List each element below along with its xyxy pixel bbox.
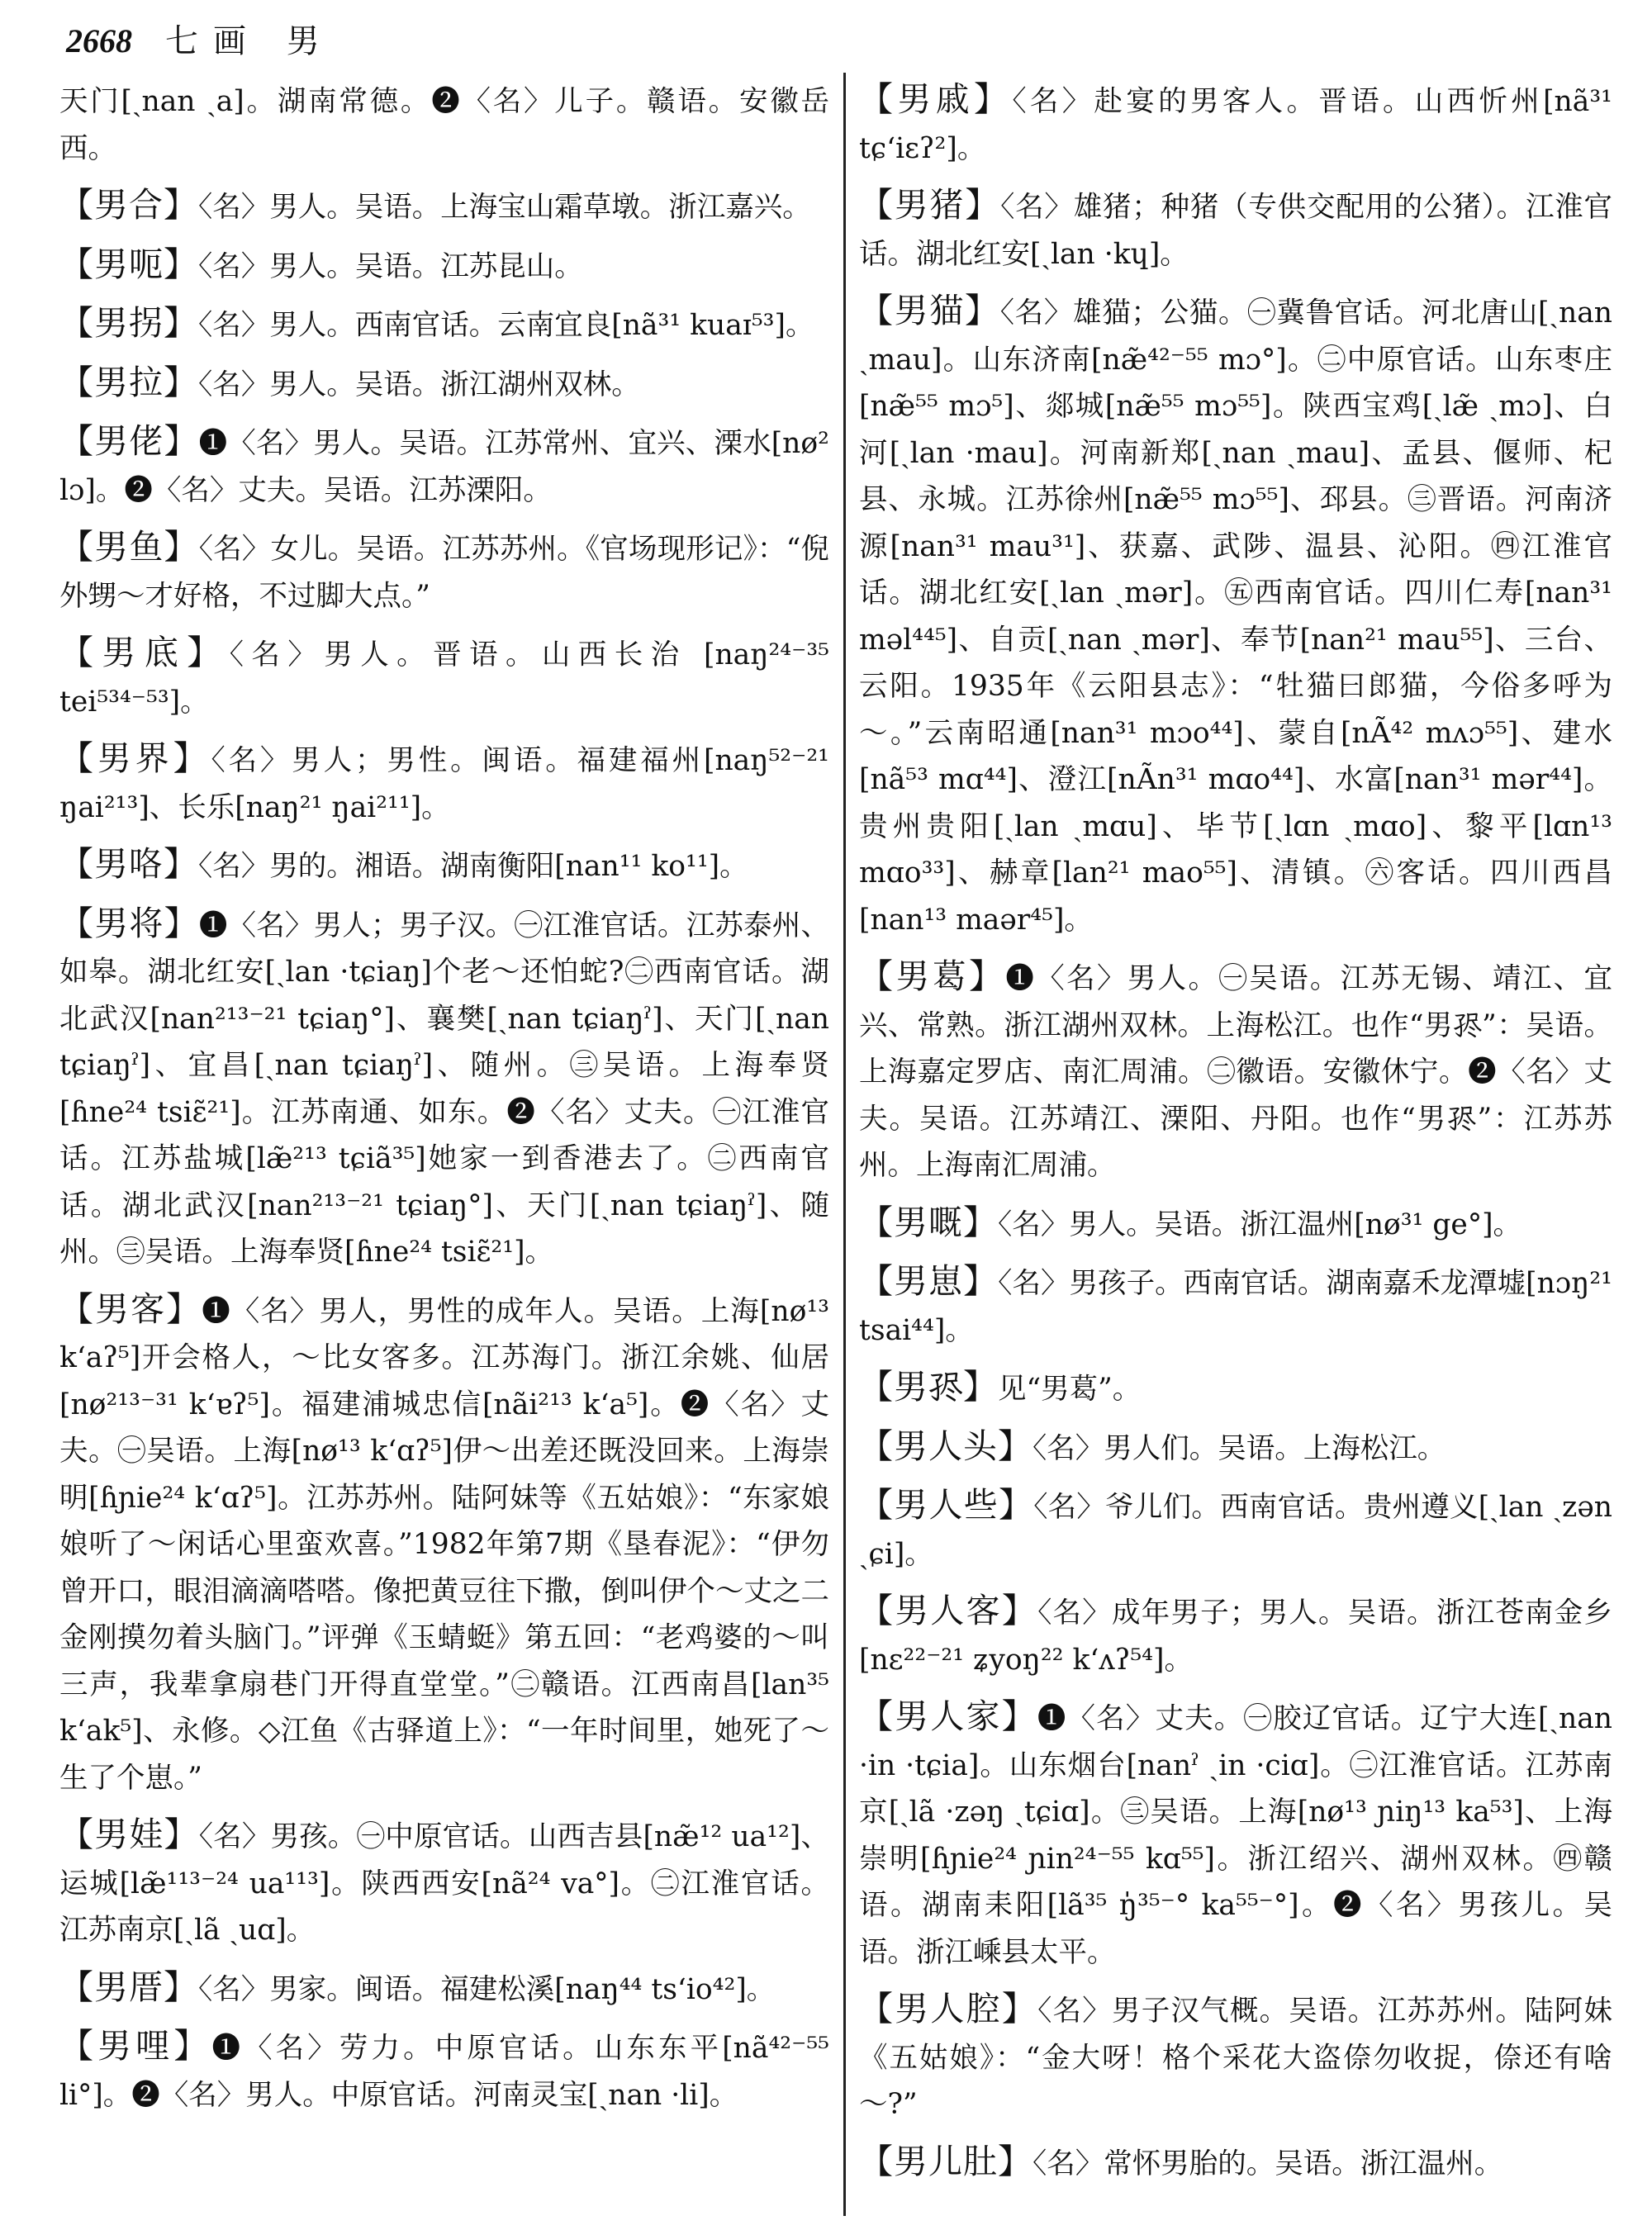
dictionary-entry bbox=[859, 1693, 1612, 1976]
entry-definition: ❶〈名〉男人。吴语。江苏常州、宜兴、溧水[nø² lɔ]。❷〈名〉丈夫。吴语。江苏溧阳。 bbox=[59, 427, 829, 507]
entry-headword: 【男呃】 bbox=[59, 244, 198, 284]
entry-definition: 〈名〉女儿。吴语。江苏苏州。《官场现形记》：“倪外甥～才好格，不过脚大点。” bbox=[59, 533, 829, 613]
entry-headword: 【男娃】 bbox=[59, 1815, 199, 1854]
entry-definition: 〈名〉男孩。㊀中原官话。山西吉县[næ̃¹² ua¹²]、运城[læ̃¹¹³⁻²⁴ ua¹¹³]。陕西西安[nã²⁴ va°]。㊁江淮官话。江苏南京[ˏlã ˏuɑ]。 bbox=[59, 1820, 829, 1947]
right-column bbox=[859, 76, 1612, 2215]
dictionary-entry bbox=[59, 241, 829, 291]
entry-headword: 【男厝】 bbox=[59, 1967, 198, 2007]
entry-headword: 【男合】 bbox=[59, 185, 198, 225]
entry-headword: 【男儿肚】 bbox=[859, 2141, 1032, 2181]
entry-definition: ❶〈名〉劳力。中原官话。山东东平[nã⁴²⁻⁵⁵ li°]。❷〈名〉男人。中原官话。河南灵宝[ˏnan ·li]。 bbox=[59, 2032, 829, 2112]
entry-definition: 〈名〉男孩子。西南官话。湖南嘉禾龙潭墟[nɔŋ²¹ tsai⁴⁴]。 bbox=[859, 1267, 1612, 1347]
entry-headword: 【男人头】 bbox=[859, 1426, 1032, 1466]
dictionary-entry bbox=[859, 287, 1612, 943]
dictionary-entry bbox=[859, 182, 1612, 278]
entry-definition: 〈名〉男家。闽语。福建松溪[naŋ⁴⁴ ts‘io⁴²]。 bbox=[198, 1972, 776, 2006]
entry-definition: 天门[ˏnan ˏa]。湖南常德。❷〈名〉儿子。赣语。安徽岳西。 bbox=[59, 85, 829, 165]
entry-headword: 【男人些】 bbox=[859, 1485, 1034, 1525]
entry-headword: 【男拉】 bbox=[59, 362, 198, 402]
dictionary-entry bbox=[859, 1199, 1612, 1249]
entry-definition: ❶〈名〉丈夫。㊀胶辽官话。辽宁大连[ˏnan ·in ·tɕia]。山东烟台[nanˀ ˏin ·ciɑ]。㊁江淮官话。江苏南京[ˏlã ·zəŋ ˏtɕiɑ]。㊂吴语。上海[nø¹³ ɲiŋ¹³ ka⁵³]、上海崇明[ɦɲie²⁴ ɲin²⁴⁻⁵⁵ kɑ⁵⁵]。浙江绍兴、湖州双林。㊃赣语。湖南耒阳[lã³⁵ ŋ̍³⁵⁻° ka⁵⁵⁻°]。❷〈名〉男孩儿。吴语。浙江嵊县太平。 bbox=[859, 1702, 1612, 1969]
entry-headword: 【男人家】 bbox=[859, 1696, 1037, 1736]
entry-headword: 【男猪】 bbox=[859, 185, 1001, 225]
entry-definition: 〈名〉男子汉气概。吴语。江苏苏州。陆阿妹《五姑娘》：“金大呀！格个采花大盗倷勿收捉，倷还有啥～?” bbox=[859, 1995, 1612, 2121]
entry-definition: 〈名〉男的。湘语。湖南衡阳[nan¹¹ ko¹¹]。 bbox=[198, 850, 748, 883]
entry-headword: 【男哩】 bbox=[59, 2026, 212, 2066]
dictionary-entry bbox=[59, 629, 829, 725]
page-header bbox=[66, 15, 1602, 64]
entry-definition: 〈名〉雄猪；种猪（专供交配用的公猪）。江淮官话。湖北红安[ˏlan ·kɥ]。 bbox=[859, 191, 1612, 271]
left-column bbox=[59, 76, 829, 2215]
running-head: 七画 男 bbox=[165, 22, 335, 60]
dictionary-entry bbox=[59, 1286, 829, 1802]
dictionary-entry bbox=[59, 359, 829, 409]
entry-definition: 〈名〉雄猫；公猫。㊀冀鲁官话。河北唐山[ˏnan ˏmau]。山东济南[næ̃⁴²⁻⁵⁵ mɔ°]。㊁中原官话。山东枣庄[næ̃⁵⁵ mɔ⁵]、郯城[næ̃⁵⁵ mɔ⁵⁵]。陕西宝鸡[ˏlæ̃ ˏmɔ]、白河[ˏlan ·mau]。河南新郑[ˏnan ˏmau]、孟县、偃师、杞县、永城。江苏徐州[næ̃⁵⁵ mɔ⁵⁵]、邳县。㊂晋语。河南济源[nan³¹ mau³¹]、获嘉、武陟、温县、沁阳。㊃江淮官话。湖北红安[ˏlan ˏmər]。㊄西南官话。四川仁寿[nan³¹ məl⁴⁴⁵]、自贡[ˏnan ˏmər]、奉节[nan²¹ mau⁵⁵]、三台、云阳。1935年《云阳县志》：“牡猫曰郎猫，今俗多呼为～。”云南昭通[nan³¹ mɔo⁴⁴]、蒙自[nÃ⁴² mʌɔ⁵⁵]、建水[nã⁵³ mɑ⁴⁴]、澄江[nÃn³¹ mɑo⁴⁴]、水富[nan³¹ mər⁴⁴]。贵州贵阳[ˏlan ˏmɑu]、毕节[ˏlɑn ˏmɑo]、黎平[lɑn¹³ mɑo³³]、赫章[lan²¹ mao⁵⁵]、清镇。㊅客话。四川西昌[nan¹³ maər⁴⁵]。 bbox=[859, 297, 1612, 937]
entry-headword: 【男将】 bbox=[59, 903, 199, 943]
dictionary-entry bbox=[859, 1364, 1612, 1413]
dictionary-entry bbox=[59, 300, 829, 349]
entry-definition: ❶〈名〉男人；男子汉。㊀江淮官话。江苏泰州、如皋。湖北红安[ˏlan ·tɕiaŋ]个老～还怕蛇?㊁西南官话。湖北武汉[nan²¹³⁻²¹ tɕiaŋ°]、襄樊[ˏnan tɕiaŋˀ]、天门[ˏnan tɕiaŋˀ]、宜昌[ˏnan tɕiaŋˀ]、随州。㊂吴语。上海奉贤[ɦne²⁴ tsiɛ̃²¹]。江苏南通、如东。❷〈名〉丈夫。㊀江淮官话。江苏盐城[læ̃²¹³ tɕiã³⁵]她家一到香港去了。㊁西南官话。湖北武汉[nan²¹³⁻²¹ tɕiaŋ°]、天门[ˏnan tɕiaŋˀ]、随州。㊂吴语。上海奉贤[ɦne²⁴ tsiɛ̃²¹]。 bbox=[59, 909, 829, 1269]
entry-headword: 【男嘅】 bbox=[859, 1202, 998, 1242]
entry-definition: 〈名〉男人。吴语。浙江湖州双林。 bbox=[198, 368, 640, 401]
entry-headword: 【男咯】 bbox=[59, 844, 198, 884]
dictionary-entry bbox=[59, 182, 829, 231]
entry-headword: 【男底】 bbox=[59, 633, 230, 672]
dictionary-entry bbox=[59, 418, 829, 514]
column-divider bbox=[843, 73, 846, 2216]
entry-headword: 【男佬】 bbox=[59, 421, 199, 461]
dictionary-entry bbox=[59, 900, 829, 1276]
dictionary-entry bbox=[859, 1587, 1612, 1683]
entry-headword: 【男人客】 bbox=[859, 1591, 1038, 1630]
dictionary-entry bbox=[59, 76, 829, 172]
entry-headword: 【男猫】 bbox=[859, 291, 1000, 330]
entry-definition: ❶〈名〉男人。㊀吴语。江苏无锡、靖江、宜兴、常熟。浙江湖州双林。上海松江。也作“男𡥧”：吴语。上海嘉定罗店、南汇周浦。㊁徽语。安徽休宁。❷〈名〉丈夫。吴语。江苏靖江、溧阳、丹阳。也作“男𡥧”：江苏苏州。上海南汇周浦。 bbox=[859, 962, 1612, 1182]
dictionary-entry bbox=[59, 2023, 829, 2118]
entry-definition: ❶〈名〉男人，男性的成年人。吴语。上海[nø¹³ k‘aʔ⁵]开会格人，～比女客多。江苏海门。浙江余姚、仙居[nø²¹³⁻³¹ k‘ɐʔ⁵]。福建浦城忠信[nãi²¹³ k‘a⁵]。❷〈名〉丈夫。㊀吴语。上海[nø¹³ k‘ɑʔ⁵]伊～出差还既没回来。上海崇明[ɦɲie²⁴ k‘ɑʔ⁵]。江苏苏州。陆阿妹等《五姑娘》：“东家娘娘听了～闲话心里蛮欢喜。”1982年第7期《垦春泥》：“伊勿曾开口，眼泪滴滴嗒嗒。像把黄豆往下撒，倒叫伊个～丈之二金刚摸勿着头脑门。”评弹《玉蜻蜓》第五回：“老鸡婆的～叫三声，我辈拿扇巷门开得直堂堂。”㊁赣语。江西南昌[lan³⁵ k‘ak⁵]、永修。◇江鱼《古驿道上》：“一年时间里，她死了～生了个崽。” bbox=[59, 1294, 829, 1795]
entry-definition: 〈名〉男人。吴语。浙江温州[nø³¹ ge°]。 bbox=[998, 1208, 1522, 1241]
entry-definition: 〈名〉男人。吴语。上海宝山霜草墩。浙江嘉兴。 bbox=[198, 191, 811, 224]
entry-headword: 【男葛】 bbox=[859, 956, 1006, 996]
dictionary-entry bbox=[59, 735, 829, 831]
entry-definition: 〈名〉成年男子；男人。吴语。浙江苍南金乡[nɛ²²⁻²¹ ʑyoŋ²² k‘ʌʔ⁵⁴]。 bbox=[859, 1597, 1612, 1677]
dictionary-entry bbox=[859, 1986, 1612, 2128]
entry-definition: 〈名〉男人们。吴语。上海松江。 bbox=[1032, 1431, 1446, 1465]
dictionary-entry bbox=[859, 1423, 1612, 1473]
entry-headword: 【男界】 bbox=[59, 738, 211, 778]
entry-headword: 【男鱼】 bbox=[59, 527, 199, 567]
dictionary-entry bbox=[859, 2138, 1612, 2188]
dictionary-entry bbox=[59, 1964, 829, 2014]
entry-definition: 〈名〉男人。西南官话。云南宜良[nã³¹ kuaɪ⁵³]。 bbox=[198, 309, 814, 342]
entry-headword: 【男戚】 bbox=[859, 79, 1013, 119]
entry-definition: 〈名〉常怀男胎的。吴语。浙江温州。 bbox=[1032, 2147, 1503, 2180]
dictionary-entry bbox=[59, 1811, 829, 1954]
entry-headword: 【男崽】 bbox=[859, 1261, 999, 1301]
entry-definition: 见“男葛”。 bbox=[998, 1373, 1142, 1406]
entry-headword: 【男客】 bbox=[59, 1288, 202, 1329]
entry-headword: 【男人腔】 bbox=[859, 1989, 1038, 2028]
entry-headword: 【男拐】 bbox=[59, 303, 198, 343]
entry-definition: 〈名〉男人。晋语。山西长治 [naŋ²⁴⁻³⁵ tei⁵³⁴⁻⁵³]。 bbox=[59, 638, 829, 719]
dictionary-entry bbox=[59, 524, 829, 619]
dictionary-entry bbox=[859, 953, 1612, 1189]
dictionary-entry bbox=[859, 1482, 1612, 1578]
entry-headword: 【男𡥧】 bbox=[859, 1367, 998, 1407]
dictionary-entry bbox=[859, 76, 1612, 172]
entry-definition: 〈名〉男人；男性。闽语。福建福州[naŋ⁵²⁻²¹ ŋai²¹³]、长乐[naŋ²¹ ŋai²¹¹]。 bbox=[59, 744, 829, 824]
page-number: 2668 bbox=[66, 22, 132, 59]
entry-definition: 〈名〉爷儿们。西南官话。贵州遵义[ˏlan ˏzən ˏɕi]。 bbox=[859, 1491, 1612, 1571]
entry-definition: 〈名〉男人。吴语。江苏昆山。 bbox=[198, 249, 583, 283]
entry-definition: 〈名〉赴宴的男客人。晋语。山西忻州[nã³¹ tɕ‘iɛʔ²]。 bbox=[859, 85, 1612, 165]
dictionary-entry bbox=[859, 1258, 1612, 1354]
dictionary-entry bbox=[59, 841, 829, 890]
